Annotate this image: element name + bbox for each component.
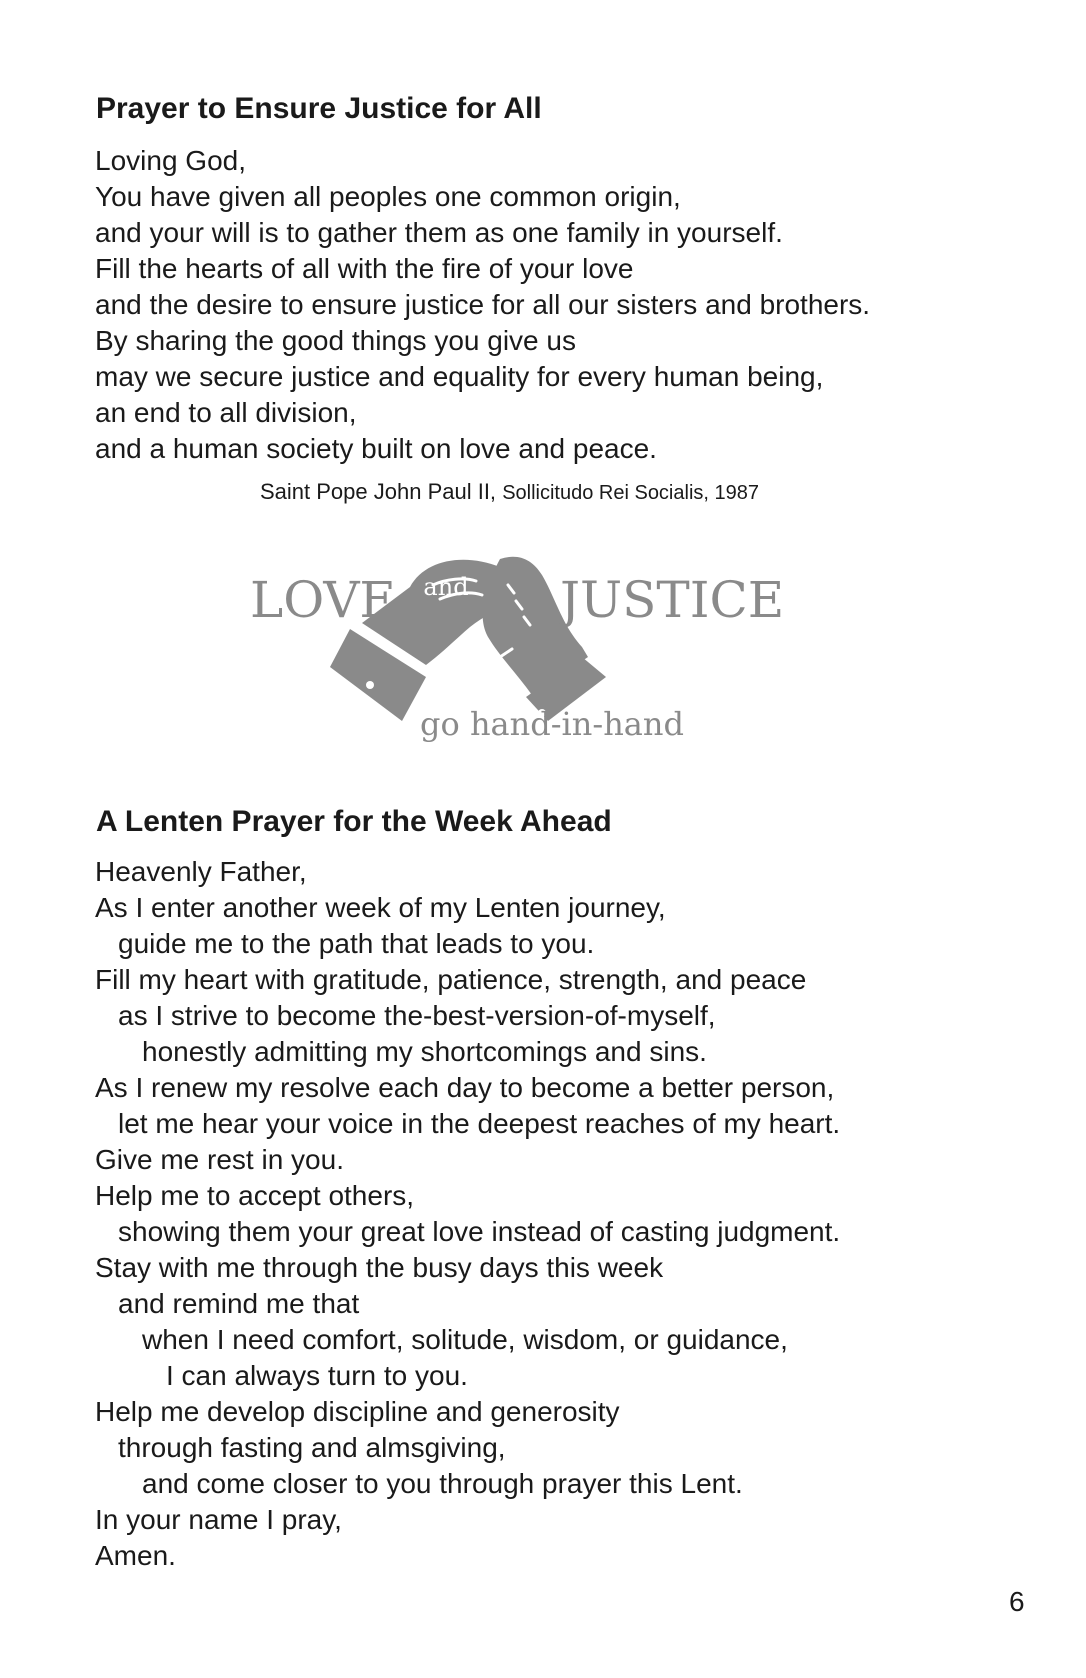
prayer-line: Heavenly Father,	[95, 856, 307, 887]
prayer-line: Help me develop discipline and generosity	[95, 1396, 620, 1427]
prayer-line: You have given all peoples one common origin,	[95, 181, 681, 212]
prayer-line: As I renew my resolve each day to become a better person,	[95, 1072, 835, 1103]
logo-tagline: go hand-in-hand	[420, 705, 684, 743]
prayer-line: In your name I pray,	[95, 1504, 342, 1535]
prayer-line: and remind me that	[118, 1288, 360, 1319]
prayer-line: showing them your great love instead of casting judgment.	[118, 1216, 841, 1247]
attribution-source: Sollicitudo Rei Socialis, 1987	[502, 482, 759, 504]
prayer-line: As I enter another week of my Lenten journey,	[95, 892, 666, 923]
logo-word-love: LOVE	[250, 571, 396, 629]
prayer-lenten-text	[95, 854, 840, 1574]
prayer-line: Stay with me through the busy days this week	[95, 1252, 664, 1283]
prayer-attribution	[260, 478, 759, 507]
prayer-line: as I strive to become the-best-version-of-myself,	[118, 1000, 716, 1031]
prayer-line: Fill the hearts of all with the fire of your love	[95, 253, 634, 284]
prayer-line: and your will is to gather them as one family in yourself.	[95, 217, 783, 248]
logo-word-and: and	[423, 573, 469, 601]
prayer-line: By sharing the good things you give us	[95, 325, 576, 356]
prayer-line: honestly admitting my shortcomings and sins.	[142, 1036, 707, 1067]
prayer-line: let me hear your voice in the deepest reaches of my heart.	[118, 1108, 841, 1139]
prayer-line: and the desire to ensure justice for all our sisters and brothers.	[95, 289, 871, 320]
prayer-line: Fill my heart with gratitude, patience, strength, and peace	[95, 964, 807, 995]
prayer-justice-text	[95, 143, 870, 467]
prayer-line: Amen.	[95, 1540, 176, 1571]
praying-hands-icon	[250, 545, 820, 760]
prayer-title-justice: Prayer to Ensure Justice for All	[96, 92, 542, 125]
attribution-author: Saint Pope John Paul II,	[260, 479, 497, 504]
page-number: 6	[1009, 1586, 1025, 1617]
prayer-line: and a human society built on love and peace.	[95, 433, 657, 464]
prayer-line: Give me rest in you.	[95, 1144, 344, 1175]
prayer-line: Help me to accept others,	[95, 1180, 415, 1211]
logo-word-justice: JUSTICE	[560, 571, 785, 629]
prayer-line: an end to all division,	[95, 397, 357, 428]
love-justice-logo	[250, 545, 820, 760]
prayer-line: guide me to the path that leads to you.	[118, 928, 595, 959]
prayer-line: when I need comfort, solitude, wisdom, or guidance,	[142, 1324, 788, 1355]
prayer-line: I can always turn to you.	[166, 1360, 468, 1391]
prayer-line: through fasting and almsgiving,	[118, 1432, 506, 1463]
prayer-title-lenten: A Lenten Prayer for the Week Ahead	[96, 805, 612, 838]
prayer-line: Loving God,	[95, 145, 246, 176]
prayer-line: and come closer to you through prayer this Lent.	[142, 1468, 743, 1499]
prayer-line: may we secure justice and equality for every human being,	[95, 361, 824, 392]
